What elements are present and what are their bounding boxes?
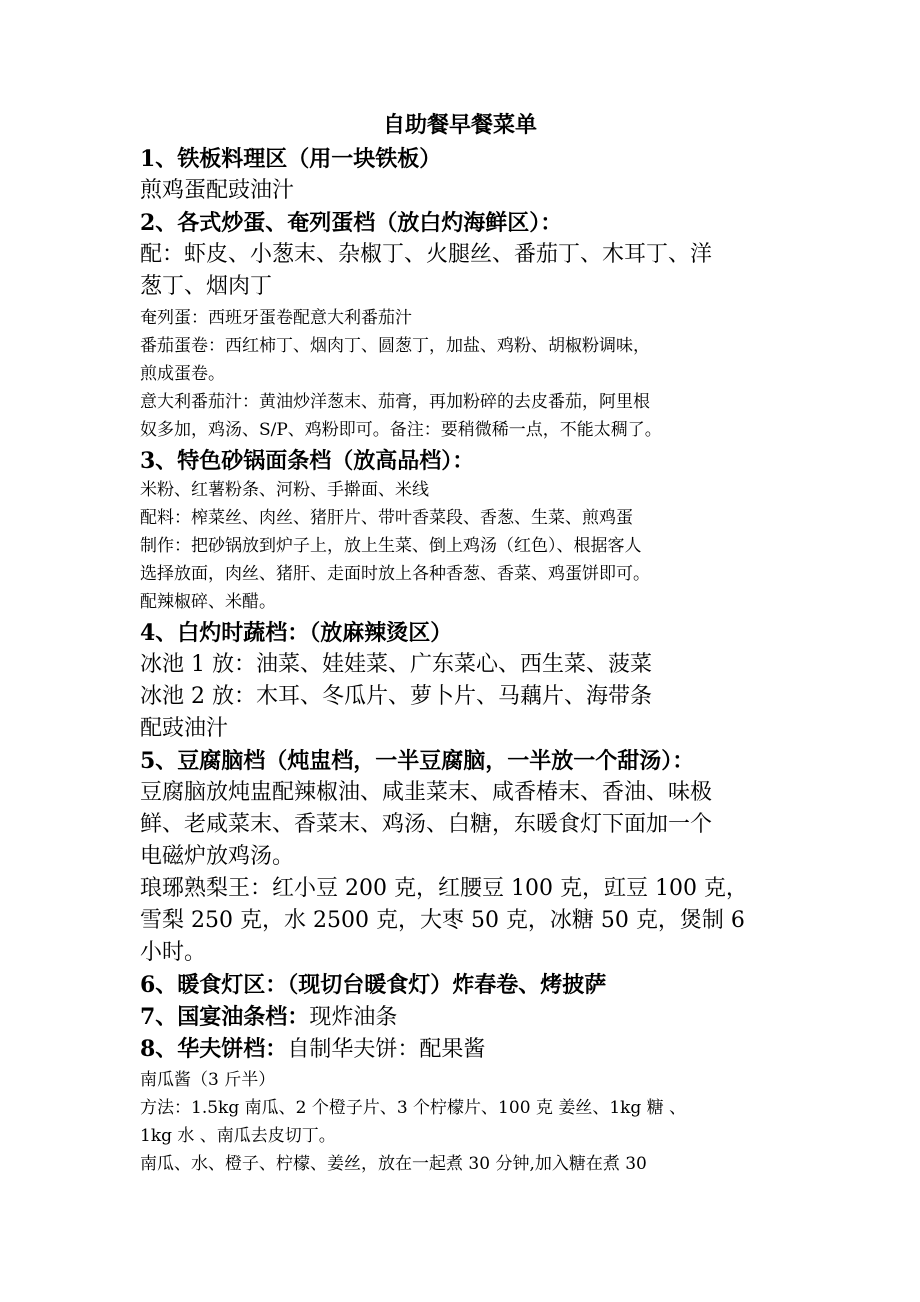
section-4-line: 冰池 1 放：油菜、娃娃菜、广东菜心、西生菜、菠菜 xyxy=(140,652,652,677)
section-1-heading: 1、铁板料理区（用一块铁板） xyxy=(140,146,442,172)
section-2-line: 奄列蛋：西班牙蛋卷配意大利番茄汁 xyxy=(140,308,412,328)
section-8-heading-rest: 自制华夫饼：配果酱 xyxy=(287,1037,486,1062)
section-4-line: 配豉油汁 xyxy=(140,716,229,741)
section-2-line: 配：虾皮、小葱末、杂椒丁、火腿丝、番茄丁、木耳丁、洋 xyxy=(140,242,713,267)
section-3-line: 选择放面，肉丝、猪肝、走面时放上各种香葱、香菜、鸡蛋饼即可。 xyxy=(140,564,650,584)
section-2-line: 葱丁、烟肉丁 xyxy=(140,274,273,299)
section-4-heading: 4、白灼时蔬档：（放麻辣烫区） xyxy=(140,620,453,646)
section-2-line: 奴多加，鸡汤、S/P、鸡粉即可。备注：要稍微稀一点，不能太稠了。 xyxy=(140,420,662,440)
section-8-heading xyxy=(140,1038,485,1061)
section-5-heading: 5、豆腐脑档（炖盅档，一半豆腐脑，一半放一个甜汤）： xyxy=(140,748,695,774)
section-1-line: 煎鸡蛋配豉油汁 xyxy=(140,178,295,203)
section-3-line: 配辣椒碎、米醋。 xyxy=(140,592,276,612)
section-6-heading: 6、暖食灯区：（现切台暖食灯）炸春卷、烤披萨 xyxy=(140,972,607,998)
section-5-line: 琅琊熟梨王：红小豆 200 克，红腰豆 100 克，豇豆 100 克， xyxy=(140,876,748,901)
section-5-line: 电磁炉放鸡汤。 xyxy=(140,844,295,869)
section-5-line: 小时。 xyxy=(140,940,207,965)
section-5-line: 豆腐脑放炖盅配辣椒油、咸韭菜末、咸香椿末、香油、味极 xyxy=(140,780,713,805)
section-7-heading-label: 7、国宴油条档： xyxy=(140,1004,310,1030)
section-5-line: 鲜、老咸菜末、香菜末、鸡汤、白糖，东暖食灯下面加一个 xyxy=(140,812,713,837)
section-8-heading-label: 8、华夫饼档： xyxy=(140,1036,288,1062)
section-4-line: 冰池 2 放：木耳、冬瓜片、萝卜片、马藕片、海带条 xyxy=(140,684,652,709)
section-8-line: 南瓜、水、橙子、柠檬、姜丝，放在一起煮 30 分钟,加入糖在煮 30 xyxy=(140,1154,647,1174)
section-8-line: 1kg 水 、南瓜去皮切丁。 xyxy=(140,1126,336,1146)
section-5-line: 雪梨 250 克，水 2500 克，大枣 50 克，冰糖 50 克，煲制 6 xyxy=(140,908,745,933)
section-2-line: 番茄蛋卷：西红柿丁、烟肉丁、圆葱丁，加盐、鸡粉、胡椒粉调味， xyxy=(140,336,650,356)
section-2-line: 意大利番茄汁：黄油炒洋葱末、茄膏，再加粉碎的去皮番茄，阿里根 xyxy=(140,392,650,412)
section-8-line: 南瓜酱（3 斤半） xyxy=(140,1070,276,1090)
section-3-line: 制作：把砂锅放到炉子上，放上生菜、倒上鸡汤（红色）、根据客人 xyxy=(140,536,642,556)
section-3-line: 米粉、红薯粉条、河粉、手擀面、米线 xyxy=(140,480,429,500)
section-3-line: 配料：榨菜丝、肉丝、猪肝片、带叶香菜段、香葱、生菜、煎鸡蛋 xyxy=(140,508,633,528)
section-3-heading: 3、特色砂锅面条档（放高品档）： xyxy=(140,448,475,474)
section-2-heading: 2、各式炒蛋、奄列蛋档（放白灼海鲜区）： xyxy=(140,210,563,236)
section-8-line: 方法：1.5kg 南瓜、2 个橙子片、3 个柠檬片、100 克 姜丝、1kg 糖 、 xyxy=(140,1098,687,1118)
page-title: 自助餐早餐菜单 xyxy=(382,112,537,138)
section-7-heading xyxy=(140,1006,397,1029)
section-7-heading-rest: 现炸油条 xyxy=(309,1005,398,1030)
section-2-line: 煎成蛋卷。 xyxy=(140,364,225,384)
